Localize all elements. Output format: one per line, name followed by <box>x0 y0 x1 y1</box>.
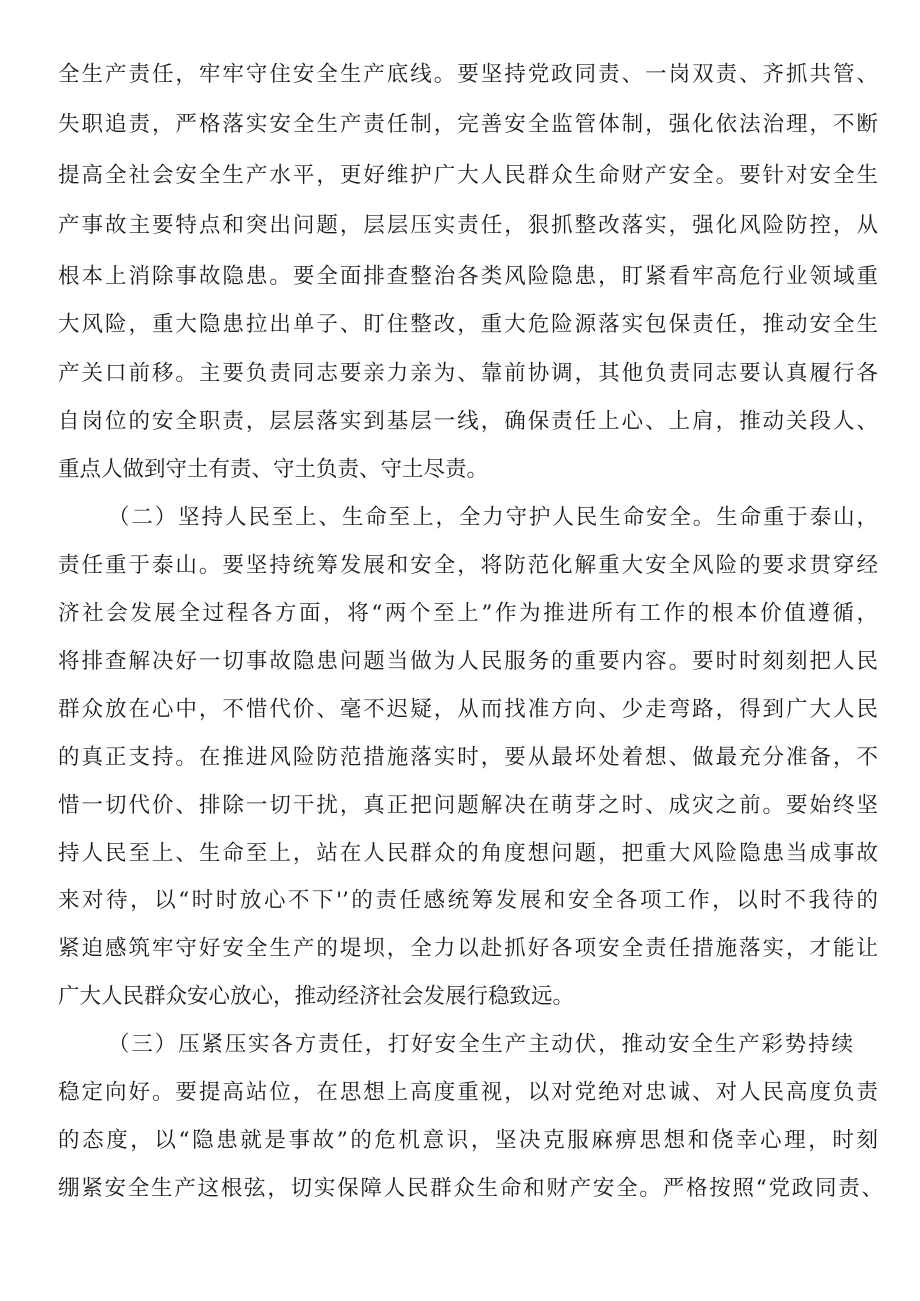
text-line: （二）坚持人民至上、生命至上，全力守护人民生命安全。生命重于泰山， <box>108 505 878 530</box>
text-line: 稳定向好。要提高站位，在思想上高度重视，以对党绝对忠诚、对人民高度负责 <box>58 1080 878 1105</box>
text-line: 群众放在心中，不惜代价、毫不迟疑，从而找准方向、少走弯路，得到广大人民 <box>58 697 878 722</box>
text-line: 绷紧安全生产这根弦，切实保障人民群众生命和财产安全。严格按照“党政同责、 <box>58 1176 883 1201</box>
text-line: 的态度，以“隐患就是事故”的危机意识，坚决克服麻痹思想和侥幸心理，时刻 <box>58 1128 878 1153</box>
text-line: 来对待，以“时时放心不下'’的责任感统筹发展和安全各项工作，以时不我待的 <box>58 888 878 913</box>
text-line: 失职追责，严格落实安全生产责任制，完善安全监管体制，强化依法治理，不断 <box>58 112 878 137</box>
text-line: 重点人做到守土有责、守土负责、守土尽责。 <box>58 457 489 482</box>
text-line: 根本上消除事故隐患。要全面排查整治各类风险隐患，盯紧看牢高危行业领域重 <box>58 264 878 289</box>
text-line: 责任重于泰山。要坚持统筹发展和安全，将防范化解重大安全风险的要求贯穿经 <box>58 553 878 578</box>
text-line: （三）压紧压实各方责任，打好安全生产主动伏，推动安全生产彩势持续 <box>108 1032 853 1057</box>
text-line: 广大人民群众安心放心，推动经济社会发展行稳致远。 <box>58 984 575 1009</box>
text-line: 全生产责任，牢牢守住安全生产底线。要坚持党政同责、一岗双责、齐抓共管、 <box>58 62 878 87</box>
text-line: 产事故主要特点和突出问题，层层压实责任，狠抓整改落实，强化风险防控，从 <box>58 213 878 238</box>
text-line: 自岗位的安全职责，层层落实到基层一线，确保责任上心、上肩，推动关段人、 <box>58 409 878 434</box>
text-line: 大风险，重大隐患拉出单子、盯住整改，重大危险源落实包保责任，推动安全生 <box>58 312 878 337</box>
text-line: 的真正支持。在推进风险防范措施落实时，要从最坏处着想、做最充分准备，不 <box>58 745 878 770</box>
text-line: 紧迫感筑牢守好安全生产的堤坝，全力以赴抓好各项安全责任措施落实，才能让 <box>58 936 878 961</box>
text-line: 将排查解决好一切事故隐患问题当做为人民服务的重要内容。要时时刻刻把人民 <box>58 649 878 674</box>
text-line: 惜一切代价、排除一切干扰，真正把问题解决在萌芽之时、成灾之前。要始终坚 <box>58 793 878 818</box>
text-line: 提高全社会安全生产水平，更好维护广大人民群众生命财产安全。要针对安全生 <box>58 163 878 188</box>
text-line: 持人民至上、生命至上，站在人民群众的角度想问题，把重大风险隐患当成事故 <box>58 841 878 866</box>
text-line: 产关口前移。主要负责同志要亲力亲为、靠前协调，其他负责同志要认真履行各 <box>58 361 878 386</box>
text-line: 济社会发展全过程各方面，将“两个至上”作为推进所有工作的根本价值遵循， <box>58 601 878 626</box>
